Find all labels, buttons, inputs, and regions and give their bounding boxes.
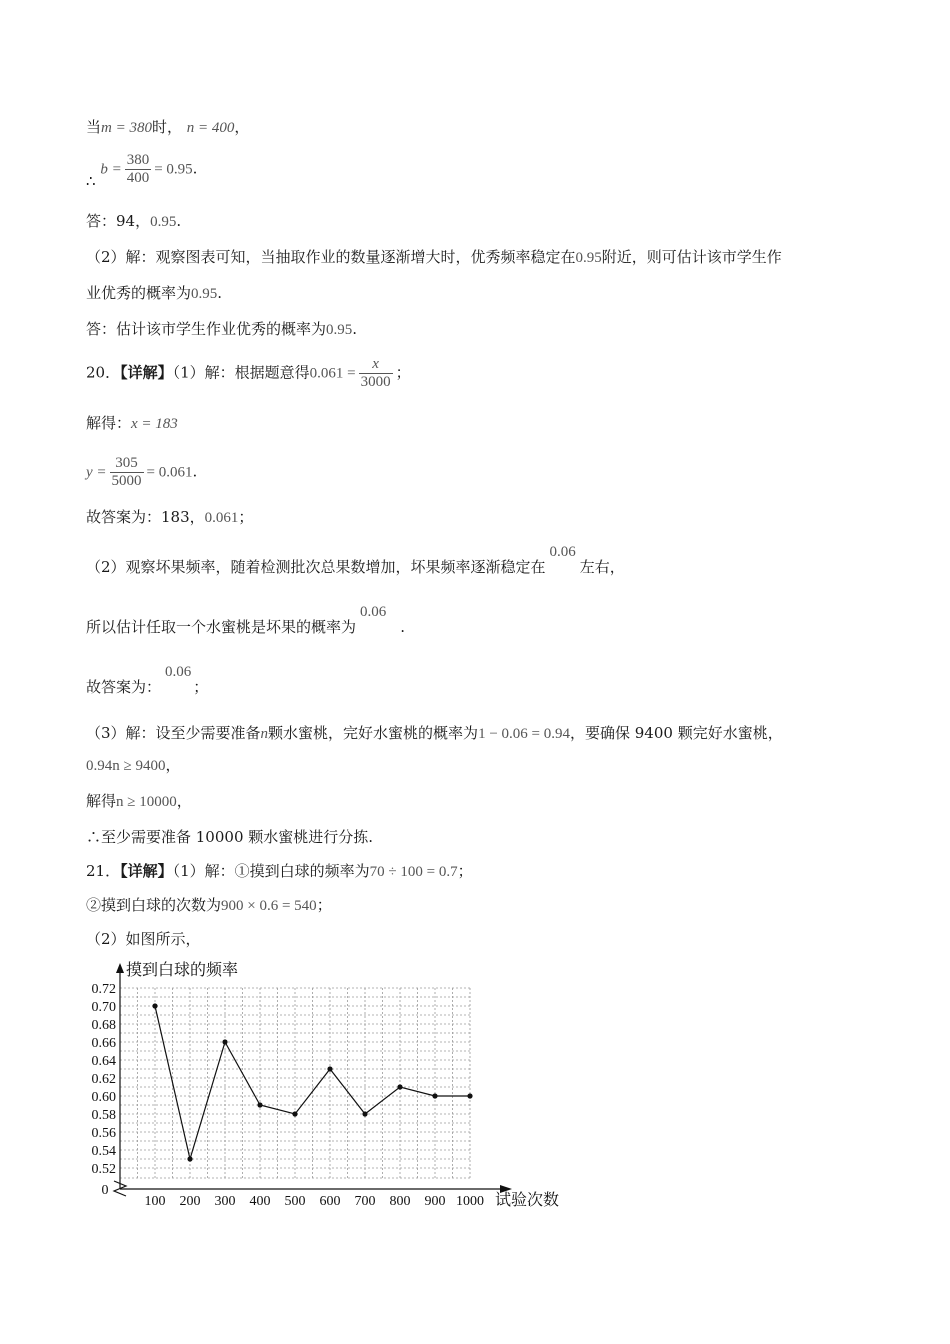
data-point — [327, 1066, 332, 1071]
answer-line-2 — [86, 152, 198, 190]
math-expression: 0.06 — [549, 544, 576, 560]
fraction — [110, 455, 144, 490]
text: （2）观察坏果频率，随着检测批次总果数增加，坏果频率逐渐稳定在 — [86, 558, 546, 576]
answer-line-4 — [86, 246, 782, 269]
math-expression: 0.95 — [326, 322, 353, 338]
data-point — [432, 1093, 437, 1098]
math-expression: 0.95 — [150, 214, 177, 230]
y-tick-label: 0.72 — [91, 982, 116, 997]
math-expression: b = — [100, 161, 122, 178]
frequency-line-chart — [80, 955, 580, 1215]
math-expression: n = 400 — [186, 120, 235, 136]
text: . — [217, 284, 223, 302]
text: ∴至少需要准备 10000 颗水蜜桃进行分拣. — [86, 828, 374, 846]
y-tick-label: 0.56 — [91, 1126, 116, 1141]
text: 业优秀的概率为 — [86, 284, 192, 302]
fraction-numerator: 305 — [110, 455, 144, 473]
text: 所以估计任取一个水蜜桃是坏果的概率为 — [86, 618, 357, 636]
text: ； — [316, 896, 332, 914]
math-expression: 900 × 0.6 = 540 — [221, 898, 317, 914]
math-expression: n — [260, 726, 269, 742]
x-axis-label: 试验次数 — [495, 1192, 560, 1209]
math-expression: 0.94n ≥ 9400 — [86, 758, 166, 774]
y-tick-label: 0.52 — [91, 1162, 116, 1177]
math-expression: 0.95 — [575, 250, 602, 266]
text: 当 — [86, 118, 102, 136]
answer-line-19 — [86, 894, 332, 917]
math-expression: 1 − 0.06 = 0.94 — [478, 726, 570, 742]
answer-line-1 — [86, 116, 249, 139]
text: ， — [176, 792, 192, 810]
text: ； — [238, 508, 254, 526]
data-point — [187, 1156, 192, 1161]
x-tick-label: 600 — [319, 1194, 341, 1209]
math-expression: 0.06 — [360, 604, 387, 620]
math-expression: 0.061 — [204, 510, 239, 526]
fraction-numerator: x — [359, 356, 393, 374]
answer-line-10 — [86, 506, 253, 529]
x-tick-label: 500 — [284, 1194, 306, 1209]
text: 颗水蜜桃，完好水蜜桃的概率为 — [268, 724, 479, 742]
fraction — [125, 152, 152, 187]
data-point — [257, 1102, 262, 1107]
y-tick-label: 0.68 — [91, 1018, 116, 1033]
fraction-denominator: 5000 — [111, 473, 142, 489]
x-tick-label: 900 — [424, 1194, 446, 1209]
question-number: 20． — [86, 363, 121, 382]
answer-line-9 — [86, 455, 197, 490]
text: ， — [234, 118, 250, 136]
x-tick-label: 700 — [354, 1194, 376, 1209]
text: （1）解：①摸到白球的频率为 — [172, 862, 370, 880]
data-point — [467, 1093, 472, 1098]
text: ，要确保 9400 颗完好水蜜桃， — [569, 724, 783, 742]
math-expression: n ≥ 10000 — [116, 794, 177, 810]
text: 左右， — [579, 558, 625, 576]
fraction-denominator: 400 — [126, 170, 150, 186]
section-tag: 【详解】 — [120, 363, 173, 382]
answer-line-13 — [86, 664, 209, 699]
math-expression: y = — [86, 464, 107, 481]
text: （2）如图所示， — [86, 930, 201, 948]
y-tick-label: 0.64 — [91, 1054, 116, 1069]
x-tick-label: 800 — [389, 1194, 411, 1209]
y-tick-label: 0.54 — [91, 1144, 116, 1159]
math-expression: 0.061 = — [309, 365, 356, 382]
data-point — [397, 1084, 402, 1089]
text: . — [352, 320, 358, 338]
x-tick-label: 1000 — [456, 1194, 484, 1209]
text: . — [400, 618, 406, 636]
text: （2）解：观察图表可知，当抽取作业的数量逐渐增大时，优秀频率稳定在 — [86, 248, 576, 266]
y-axis-arrow — [116, 963, 124, 973]
answer-line-16 — [86, 790, 192, 813]
answer-line-20 — [86, 928, 201, 950]
answer-line-6 — [86, 318, 357, 341]
answer-line-7 — [86, 356, 411, 391]
therefore-symbol: ∴ — [86, 171, 96, 190]
answer-line-5 — [86, 282, 222, 305]
text: 答：94， — [86, 212, 151, 230]
math-expression: = 0.061 — [146, 464, 193, 481]
y-tick-label: 0.62 — [91, 1072, 116, 1087]
answer-line-11 — [86, 544, 625, 579]
text: . — [192, 159, 198, 178]
question-number: 21． — [86, 862, 121, 880]
text: （1）解：根据题意得 — [172, 363, 310, 382]
data-point — [152, 1003, 157, 1008]
y-tick-label: 0.60 — [91, 1090, 116, 1105]
section-tag: 【详解】 — [120, 862, 173, 880]
math-expression: 0.95 — [191, 286, 218, 302]
origin-label: 0 — [101, 1183, 109, 1198]
fraction-denominator: 3000 — [360, 374, 391, 390]
math-expression: 70 ÷ 100 = 0.7 — [369, 864, 458, 880]
text: . — [176, 212, 182, 230]
answer-line-17 — [86, 826, 373, 848]
answer-line-8 — [86, 412, 178, 435]
y-tick-label: 0.70 — [91, 1000, 116, 1015]
text: （3）解：设至少需要准备 — [86, 724, 261, 742]
y-tick-label: 0.58 — [91, 1108, 116, 1123]
fraction-numerator: 380 — [126, 152, 150, 168]
text: 答：估计该市学生作业优秀的概率为 — [86, 320, 327, 338]
text: 附近，则可估计该市学生作 — [601, 248, 782, 266]
data-point — [292, 1111, 297, 1116]
answer-line-3 — [86, 210, 181, 233]
answer-line-15 — [86, 754, 181, 777]
x-tick-label: 400 — [249, 1194, 271, 1209]
math-expression: = 0.95 — [154, 161, 193, 178]
y-axis-label: 摸到白球的频率 — [126, 962, 239, 979]
fraction — [359, 356, 393, 391]
data-point — [362, 1111, 367, 1116]
answer-line-12 — [86, 604, 406, 639]
text: 解得 — [86, 792, 117, 810]
math-expression: m = 380 — [101, 120, 152, 136]
x-tick-label: 300 — [214, 1194, 236, 1209]
text: . — [192, 462, 198, 481]
text: 故答案为： — [86, 678, 162, 696]
text: ， — [165, 756, 181, 774]
data-point — [222, 1039, 227, 1044]
answer-line-18 — [86, 860, 473, 883]
text: 故答案为：183， — [86, 508, 205, 526]
text: ； — [457, 862, 473, 880]
math-expression: x = 183 — [131, 416, 178, 432]
math-expression: 0.06 — [165, 664, 192, 680]
text: ； — [193, 678, 209, 696]
text: 解得： — [86, 414, 132, 432]
text: ； — [395, 363, 411, 382]
text: 时， — [151, 118, 182, 136]
answer-line-14 — [86, 722, 783, 745]
text: ②摸到白球的次数为 — [86, 896, 222, 914]
x-tick-label: 100 — [144, 1194, 166, 1209]
y-tick-label: 0.66 — [91, 1036, 116, 1051]
x-tick-label: 200 — [179, 1194, 201, 1209]
